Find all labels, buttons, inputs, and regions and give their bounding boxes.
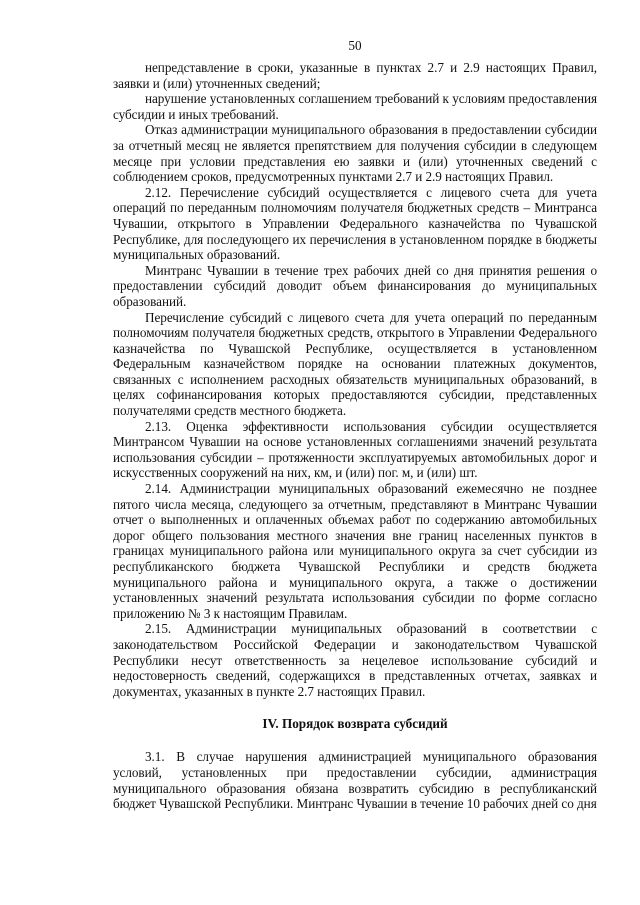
- paragraph: Отказ администрации муниципального образования в предоставлении субсидии за отчетный месяц не является препятствием для получения субсидии в следующем месяце при условии представления ею заявки и (или) уточненных сведений с соблюдением сроков, предусмотренных пунктами 2.7 и 2.9 настоящих Правил.: [113, 122, 597, 185]
- paragraph: 2.15. Администрации муниципальных образований в соответствии с законодательством Российской Федерации и законодательством Чувашской Республики несут ответственность за нецелевое использование субсидий и недостоверность сведений, содержащихся в представленных отчетах, заявках и документах, указанных в пункте 2.7 настоящих Правил.: [113, 621, 597, 699]
- paragraph: 2.14. Администрации муниципальных образований ежемесячно не позднее пятого числа месяца, следующего за отчетным, представляют в Минтранс Чувашии отчет о выполненных и оплаченных объемах работ по содержанию автомобильных дорог общего пользования местного значения вне границ населенных пунктов в границах муниципального района или муниципального округа за счет субсидии из республиканского бюджета Чувашской Республики и средств бюджета муниципального района и муниципального округа, а также о достижении установленных значений результата использования субсидии по форме согласно приложению № 3 к настоящим Правилам.: [113, 481, 597, 621]
- paragraphs-before-section: [113, 60, 597, 699]
- paragraph: 2.13. Оценка эффективности использования субсидии осуществляется Минтрансом Чувашии на основе установленных соглашениями значений результата использования субсидии – протяженности эксплуатируемых автомобильных дорог и искусственных сооружений на них, км, и (или) пог. м, и (или) шт.: [113, 418, 597, 481]
- paragraph: нарушение установленных соглашением требований к условиям предоставления субсидии и иных требований.: [113, 91, 597, 122]
- paragraph: 3.1. В случае нарушения администрацией муниципального образования условий, установленных при предоставлении субсидии, администрация муниципального образования обязана возвратить субсидию в республиканский бюджет Чувашской Республики. Минтранс Чувашии в течение 10 рабочих дней со дня: [113, 749, 597, 812]
- paragraph: Перечисление субсидий с лицевого счета для учета операций по переданным полномочиям получателя бюджетных средств, открытого в Управлении Федерального казначейства по Чувашской Республике, осуществляется в установленном Федеральным казначейством порядке на основании платежных документов, связанных с исполнением расходных обязательств муниципальных образований, в целях софинансирования которых предоставляются субсидии, представленных получателями средств местного бюджета.: [113, 309, 597, 419]
- paragraph: Минтранс Чувашии в течение трех рабочих дней со дня принятия решения о предоставлении субсидий доводит объем финансирования до муниципальных образований.: [113, 262, 597, 309]
- paragraph: 2.12. Перечисление субсидий осуществляется с лицевого счета для учета операций по переданным полномочиям получателя бюджетных средств – Минтранса Чувашии, открытого в Управлении Федерального казначейства по Чувашской Республике, для последующего их перечисления в установленном порядке в бюджеты муниципальных образований.: [113, 184, 597, 263]
- paragraph: непредставление в сроки, указанные в пунктах 2.7 и 2.9 настоящих Правил, заявки и (или) уточненных сведений;: [113, 60, 597, 91]
- paragraphs-after-section: [113, 749, 597, 811]
- document-page: [113, 38, 597, 812]
- section-title: IV. Порядок возврата субсидий: [262, 716, 448, 732]
- page-number: 50: [348, 38, 362, 53]
